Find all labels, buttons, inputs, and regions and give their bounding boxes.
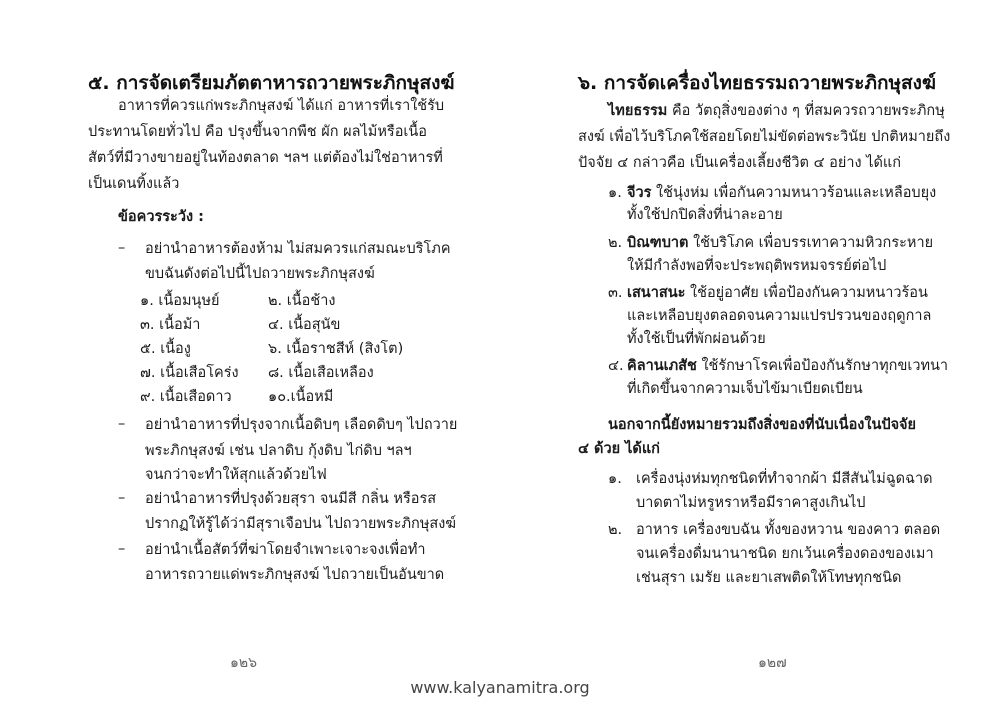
intro-line-3: สัตว์ที่มีวางขายอยู่ในท้องตลาด ฯลฯ แต่ต้องไม่ใช่อาหารที่: [88, 150, 443, 166]
item-number: ๑.: [608, 471, 622, 487]
item-4-line-1: [627, 355, 948, 377]
list-cell: ๓. เนื้อม้า: [140, 316, 201, 333]
list-cell: ๗. เนื้อเสือโคร่ง: [140, 364, 239, 381]
bullet-dash: –: [118, 416, 126, 432]
extra-heading-line-1: นอกจากนี้ยังหมายรวมถึงสิ่งของที่นับเนื่องในปัจจัย: [608, 417, 917, 433]
intro-text: คือ วัตถุสิ่งของต่าง ๆ ที่สมควรถวายพระภิกษุ: [667, 103, 945, 119]
item-term: คิลานเภสัช: [627, 358, 697, 374]
bullet-3-line-2: ปรากฏให้รู้ได้ว่ามีสุราเจือปน ไปถวายพระภิกษุสงฆ์: [145, 516, 457, 532]
item-4-line-2: ที่เกิดขึ้นจากความเจ็บไข้มาเบียดเบียน: [627, 381, 863, 397]
bullet-dash: –: [118, 490, 126, 506]
item-1-line-1: [627, 182, 936, 204]
item-3-line-1: [627, 282, 928, 304]
extra-1-line-2: บาดตาไม่หรูหราหรือมีราคาสูงเกินไป: [636, 495, 866, 511]
extra-heading-line-2: ๔ ด้วย ได้แก่: [578, 441, 660, 457]
list-item: [140, 312, 421, 336]
item-text: ใช้อยู่อาศัย เพื่อป้องกันความหนาวร้อน: [685, 285, 928, 301]
intro-line-3: ปัจจัย ๔ กล่าวคือ เป็นเครื่องเลี้ยงชีวิต ๔ อย่าง ได้แก่: [578, 155, 902, 171]
item-3-line-3: ทั้งใช้เป็นที่พักผ่อนด้วย: [627, 331, 766, 347]
section-5-heading: ๕. การจัดเตรียมภัตตาหารถวายพระภิกษุสงฆ์: [88, 72, 455, 94]
extra-2-line-2: จนเครื่องดื่มนานาชนิด ยกเว้นเครื่องดองของเมา: [636, 546, 934, 562]
extra-2-line-1: อาหาร เครื่องขบฉัน ทั้งของหวาน ของคาว ตลอด: [636, 522, 941, 538]
bullet-1-line-2: ขบฉันดังต่อไปนี้ไปถวายพระภิกษุสงฆ์: [145, 266, 375, 282]
item-2-line-2: ให้มีกำลังพอที่จะประพฤติพรหมจรรย์ต่อไป: [627, 258, 887, 274]
bullet-dash: –: [118, 541, 126, 557]
bullet-3-line-1: อย่านำอาหารที่ปรุงด้วยสุรา จนมีสี กลิ่น หรือรส: [145, 491, 437, 507]
list-item: [140, 384, 421, 408]
item-1-line-2: ทั้งใช้ปกปิดสิ่งที่น่าละอาย: [627, 207, 783, 223]
bullet-2-line-3: จนกว่าจะทำให้สุกแล้วด้วยไฟ: [145, 467, 327, 483]
bullet-dash: –: [118, 240, 126, 256]
intro-line-2: สงฆ์ เพื่อไว้บริโภคใช้สอยโดยไม่ขัดต่อพระวินัย ปกติหมายถึง: [578, 129, 951, 145]
bullet-1-line-1: อย่านำอาหารต้องห้าม ไม่สมควรแก่สมณะบริโภค: [145, 241, 451, 257]
item-number: ๔.: [608, 358, 624, 374]
item-text: ใช้นุ่งห่ม เพื่อกันความหนาวร้อนและเหลือบยุง: [651, 185, 937, 201]
item-2-line-1: [627, 232, 933, 254]
item-term: จีวร: [627, 185, 652, 201]
item-term: บิณฑบาต: [627, 235, 689, 251]
item-text: ใช้บริโภค เพื่อบรรเทาความหิวกระหาย: [688, 235, 934, 251]
footer-url: www.kalyanamitra.org: [410, 678, 590, 697]
extra-2-line-3: เช่นสุรา เมรัย และยาเสพติดให้โทษทุกชนิด: [636, 570, 902, 586]
item-number: ๑.: [608, 185, 622, 201]
term-thaitham: ไทยธรรม: [608, 103, 668, 119]
list-item: [140, 288, 421, 312]
list-cell: ๖. เนื้อราชสีห์ (สิงโต): [268, 340, 404, 357]
list-cell: ๕. เนื้องู: [140, 340, 191, 357]
list-cell: ๙. เนื้อเสือดาว: [140, 388, 232, 405]
list-item: [140, 360, 421, 384]
item-text: ใช้รักษาโรคเพื่อป้องกันรักษาทุกขเวทนา: [696, 358, 949, 374]
intro-line-4: เป็นเดนทิ้งแล้ว: [88, 176, 180, 192]
item-number: ๓.: [608, 285, 623, 301]
intro-line-1: [608, 100, 945, 122]
list-item: [140, 336, 421, 360]
item-term: เสนาสนะ: [627, 285, 686, 301]
bullet-4-line-2: อาหารถวายแด่พระภิกษุสงฆ์ ไปถวายเป็นอันขาด: [145, 567, 445, 583]
list-cell: ๒. เนื้อช้าง: [268, 292, 336, 309]
intro-line-2: ประทานโดยทั่วไป คือ ปรุงขึ้นจากพืช ผัก ผลไม้หรือเนื้อ: [88, 124, 427, 140]
bullet-2-line-2: พระภิกษุสงฆ์ เช่น ปลาดิบ กุ้งดิบ ไก่ดิบ ฯลฯ: [145, 443, 412, 459]
item-number: ๒.: [608, 522, 623, 538]
extra-1-line-1: เครื่องนุ่งห่มทุกชนิดที่ทำจากผ้า มีสีสันไม่ฉูดฉาด: [636, 471, 933, 487]
list-cell: ๔. เนื้อสุนัข: [268, 316, 341, 333]
right-page: [500, 0, 1000, 709]
list-cell: ๘. เนื้อเสือเหลือง: [268, 364, 374, 381]
list-cell: ๑. เนื้อมนุษย์: [140, 292, 220, 309]
section-6-heading: ๖. การจัดเครื่องไทยธรรมถวายพระภิกษุสงฆ์: [578, 72, 937, 94]
page-number: ๑๒๖: [230, 655, 258, 671]
item-3-line-2: และเหลือบยุงตลอดจนความแปรปรวนของฤดูกาล: [627, 308, 932, 324]
caution-label: ข้อควรระวัง :: [118, 209, 204, 225]
page-number: ๑๒๗: [758, 655, 787, 671]
list-cell: ๑๐.เนื้อหมี: [268, 388, 334, 405]
intro-line-1: อาหารที่ควรแก่พระภิกษุสงฆ์ ได้แก่ อาหารที่เราใช้รับ: [118, 98, 445, 114]
bullet-2-line-1: อย่านำอาหารที่ปรุงจากเนื้อดิบๆ เลือดดิบๆ ไปถวาย: [145, 417, 458, 433]
forbidden-meat-list: [140, 288, 421, 408]
bullet-4-line-1: อย่านำเนื้อสัตว์ที่ฆ่าโดยจำเพาะเจาะจงเพื่อทำ: [145, 542, 426, 558]
item-number: ๒.: [608, 235, 623, 251]
